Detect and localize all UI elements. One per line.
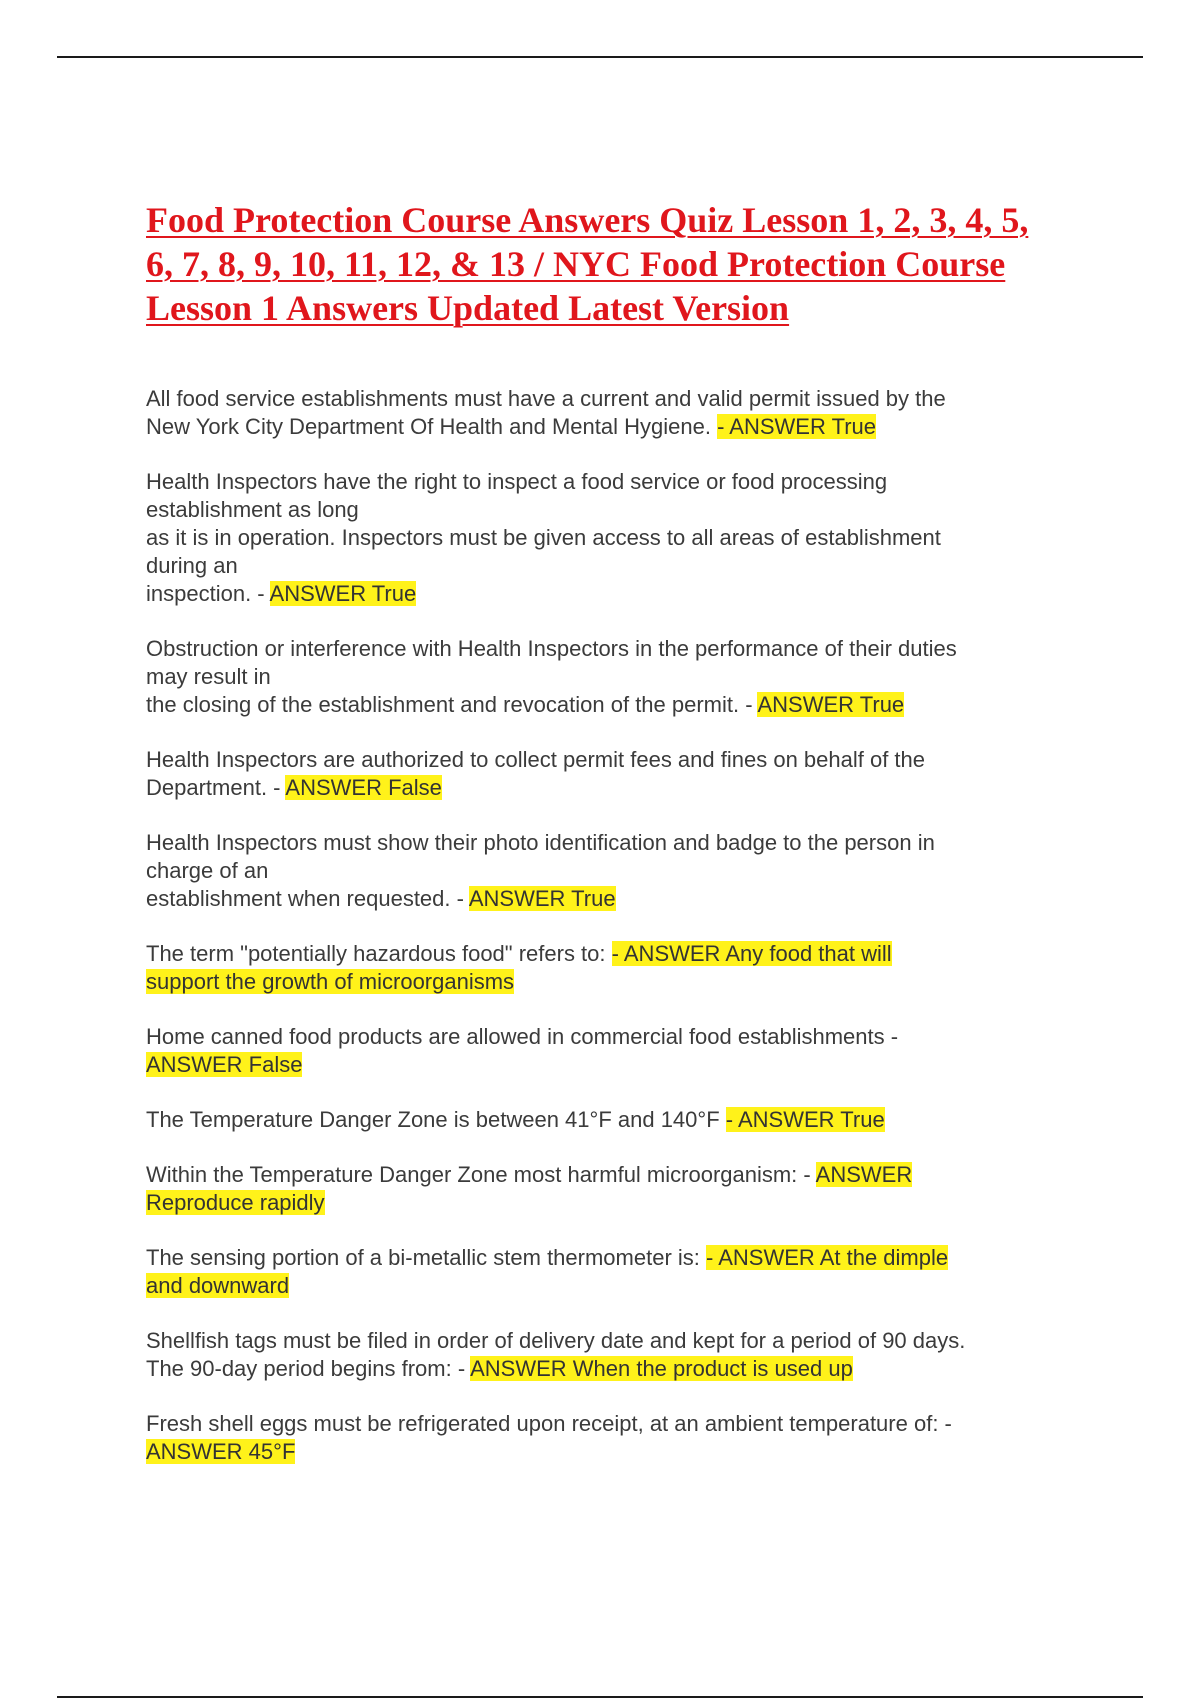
document-title: Food Protection Course Answers Quiz Lesson 1, 2, 3, 4, 5, 6, 7, 8, 9, 10, 11, 12, & 13 / NYC Food Protection Course Lesson 1 Answers Updated Latest Version: [146, 200, 1029, 328]
answer-highlight: ANSWER False: [146, 1052, 303, 1077]
qa-item: [146, 1327, 1056, 1383]
answer-highlight: support the growth of microorganisms: [146, 969, 515, 994]
question-line: establishment when requested. -: [146, 886, 464, 911]
question-line: New York City Department Of Health and Mental Hygiene.: [146, 414, 711, 439]
answer-highlight: - ANSWER At the dimple: [706, 1245, 949, 1270]
question-line: Department. -: [146, 775, 281, 800]
qa-item: [146, 940, 1056, 996]
answer-highlight: - ANSWER Any food that will: [611, 941, 892, 966]
top-rule: [57, 56, 1143, 58]
answer-highlight: ANSWER 45°F: [146, 1439, 296, 1464]
question-line: Home canned food products are allowed in commercial food establishments -: [146, 1024, 899, 1049]
question-line: may result in: [146, 664, 271, 689]
answer-highlight: ANSWER True: [757, 692, 905, 717]
question-line: Shellfish tags must be filed in order of delivery date and kept for a period of 90 days.: [146, 1328, 966, 1353]
question-line: charge of an: [146, 858, 269, 883]
answer-highlight: and downward: [146, 1273, 290, 1298]
answer-highlight: ANSWER When the product is used up: [470, 1356, 853, 1381]
qa-item: [146, 385, 1056, 441]
qa-item: [146, 1106, 1056, 1134]
qa-item: [146, 746, 1056, 802]
answer-highlight: - ANSWER True: [717, 414, 876, 439]
question-line: All food service establishments must have a current and valid permit issued by the: [146, 386, 946, 411]
qa-item: [146, 1161, 1056, 1217]
question-line: establishment as long: [146, 497, 359, 522]
qa-item: [146, 635, 1056, 719]
answer-highlight: ANSWER: [815, 1162, 913, 1187]
question-line: as it is in operation. Inspectors must be given access to all areas of establishment: [146, 525, 941, 550]
question-line: Fresh shell eggs must be refrigerated upon receipt, at an ambient temperature of: -: [146, 1411, 952, 1436]
question-line: The sensing portion of a bi-metallic stem thermometer is:: [146, 1245, 700, 1270]
qa-item: [146, 468, 1056, 608]
qa-list: [146, 385, 1056, 1493]
qa-item: [146, 829, 1056, 913]
answer-highlight: ANSWER False: [285, 775, 442, 800]
qa-item: [146, 1410, 1056, 1466]
question-line: Obstruction or interference with Health Inspectors in the performance of their duties: [146, 636, 957, 661]
question-line: the closing of the establishment and revocation of the permit. -: [146, 692, 753, 717]
question-line: inspection. -: [146, 581, 265, 606]
question-line: The term "potentially hazardous food" refers to:: [146, 941, 606, 966]
question-line: during an: [146, 553, 238, 578]
qa-item: [146, 1244, 1056, 1300]
answer-highlight: - ANSWER True: [725, 1107, 885, 1132]
question-line: Health Inspectors must show their photo identification and badge to the person in: [146, 830, 935, 855]
question-line: The 90-day period begins from: -: [146, 1356, 466, 1381]
bottom-rule: [57, 1696, 1143, 1698]
answer-highlight: Reproduce rapidly: [146, 1190, 325, 1215]
question-line: Health Inspectors have the right to inspect a food service or food processing: [146, 469, 888, 494]
question-line: Within the Temperature Danger Zone most harmful microorganism: -: [146, 1162, 811, 1187]
answer-highlight: ANSWER True: [468, 886, 616, 911]
answer-highlight: ANSWER True: [269, 581, 417, 606]
question-line: Health Inspectors are authorized to collect permit fees and fines on behalf of the: [146, 747, 926, 772]
qa-item: [146, 1023, 1056, 1079]
question-line: The Temperature Danger Zone is between 41°F and 140°F: [146, 1107, 720, 1132]
